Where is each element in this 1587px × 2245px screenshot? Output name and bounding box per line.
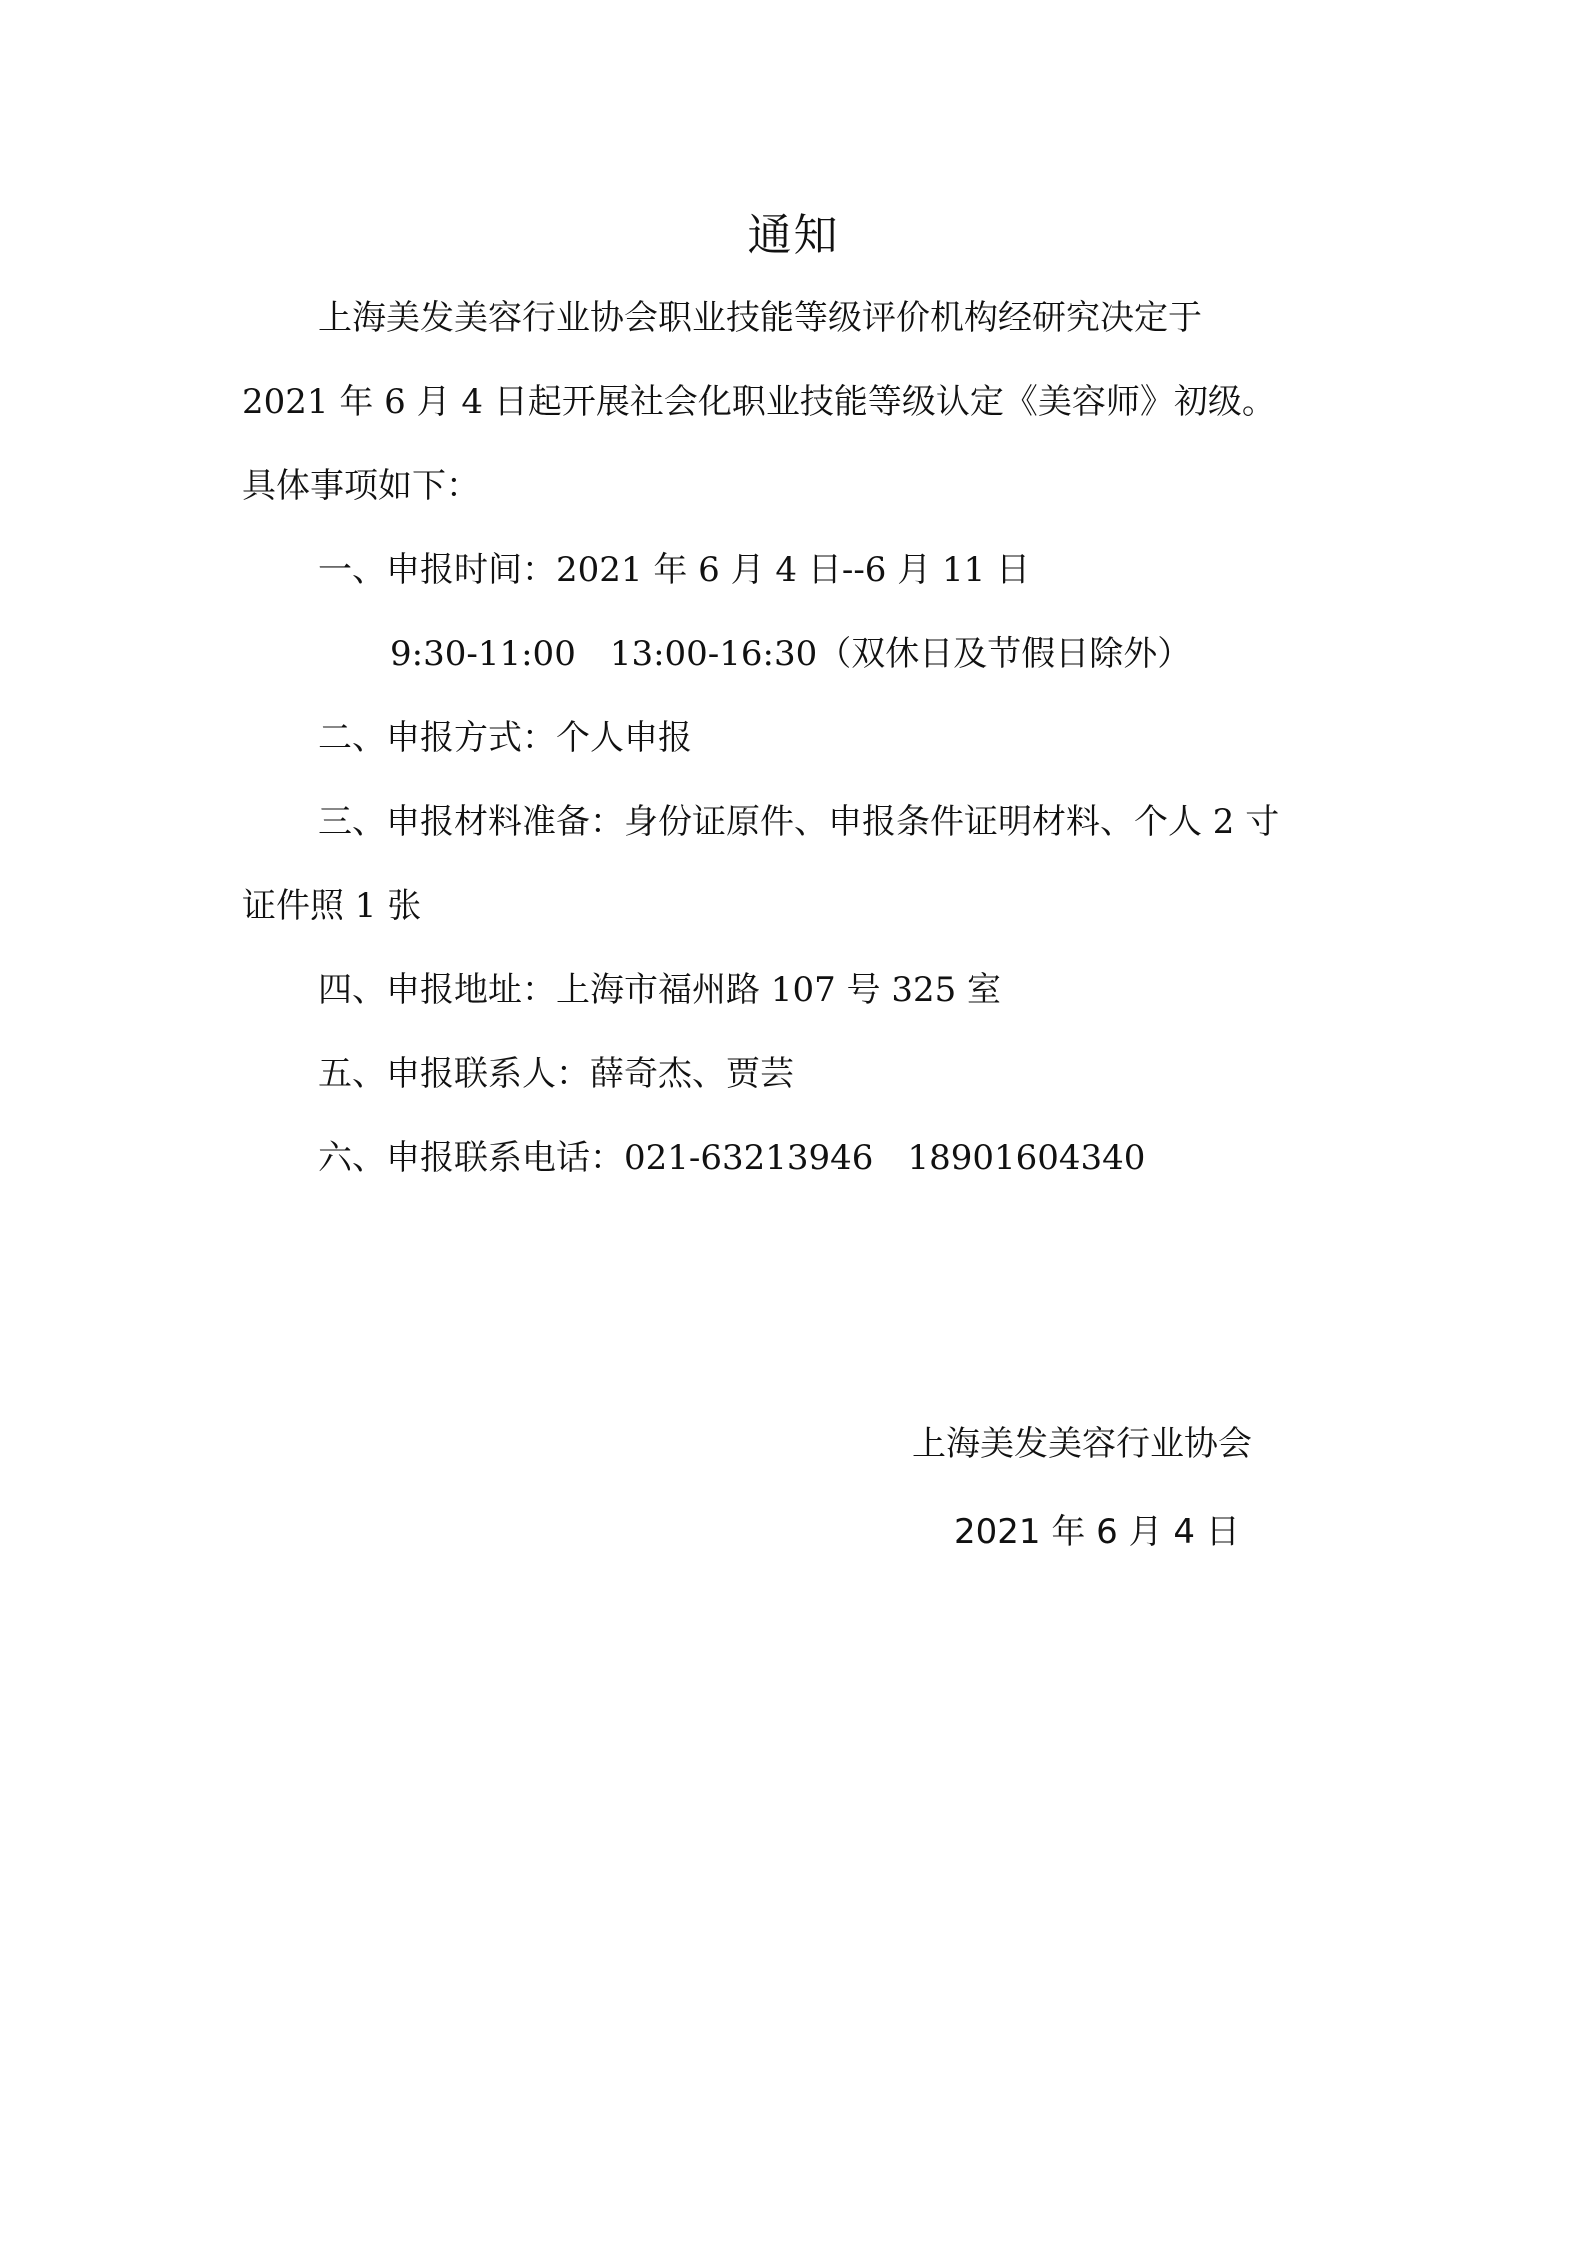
item-materials-line-2: 证件照 1 张 [242,886,422,926]
signature-date: 2021 年 6 月 4 日 [954,1512,1240,1552]
item-application-time: 一、申报时间：2021 年 6 月 4 日--6 月 11 日 [318,550,1031,590]
intro-line-3: 具体事项如下： [242,466,480,506]
item-application-method: 二、申报方式：个人申报 [318,718,692,758]
item-address: 四、申报地址：上海市福州路 107 号 325 室 [318,970,1002,1010]
signature-organization: 上海美发美容行业协会 [912,1424,1252,1464]
intro-line-2: 2021 年 6 月 4 日起开展社会化职业技能等级认定《美容师》初级。 [242,382,1276,422]
item-contact-phone: 六、申报联系电话：021-63213946 18901604340 [318,1138,1146,1178]
notice-title: 通知 [747,210,840,261]
item-materials-line-1: 三、申报材料准备：身份证原件、申报条件证明材料、个人 2 寸 [318,802,1280,842]
item-contact-person: 五、申报联系人：薛奇杰、贾芸 [318,1054,794,1094]
intro-line-1: 上海美发美容行业协会职业技能等级评价机构经研究决定于 [318,298,1202,338]
item-application-hours: 9:30-11:00 13:00-16:30（双休日及节假日除外） [390,634,1192,674]
